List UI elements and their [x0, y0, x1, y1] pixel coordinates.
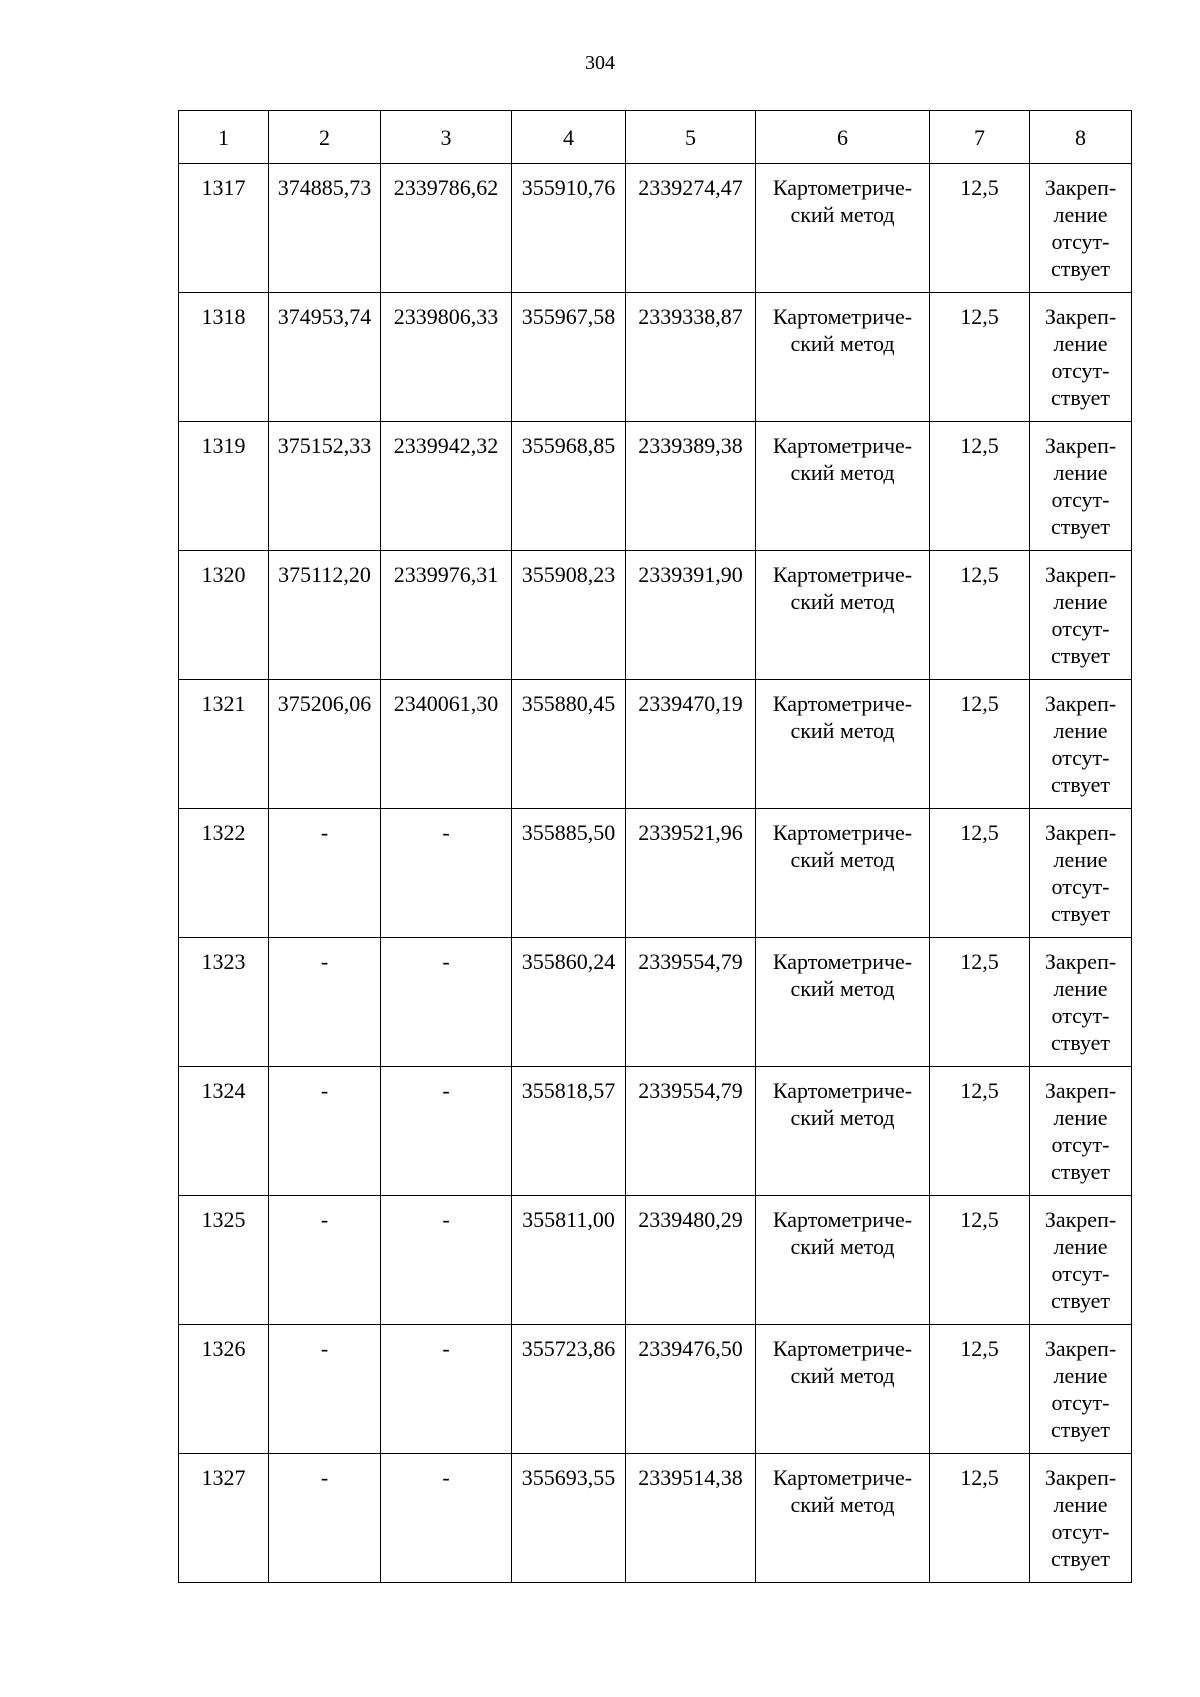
method-text-line: Картометриче- — [772, 1078, 913, 1103]
x-old-cell: 374953,74 — [269, 293, 381, 422]
fixing-cell — [1030, 680, 1132, 809]
method-text-line: Картометриче- — [772, 691, 913, 716]
method-text-line: Картометриче- — [772, 1336, 913, 1361]
fixing-text-line: ление — [1053, 1363, 1108, 1388]
fixing-text-line: отсут- — [1051, 1519, 1110, 1544]
y-new-cell: 2339476,50 — [626, 1325, 756, 1454]
header-col-4: 4 — [512, 111, 626, 164]
method-text-line: Картометриче- — [772, 1465, 913, 1490]
method-text-line: Картометриче- — [772, 175, 913, 200]
fixing-text-line: ствует — [1050, 256, 1111, 281]
fixing-text-line: Закреп- — [1044, 1465, 1117, 1490]
accuracy-cell: 12,5 — [930, 938, 1030, 1067]
fixing-text-line: отсут- — [1051, 745, 1110, 770]
x-old-cell: 375152,33 — [269, 422, 381, 551]
method-text-line: ский метод — [790, 331, 895, 356]
y-new-cell: 2339391,90 — [626, 551, 756, 680]
accuracy-cell: 12,5 — [930, 1325, 1030, 1454]
fixing-text-line: ствует — [1050, 514, 1111, 539]
method-text-line: ский метод — [790, 202, 895, 227]
y-old-cell: 2340061,30 — [381, 680, 512, 809]
method-cell — [756, 551, 930, 680]
y-old-cell: - — [381, 1067, 512, 1196]
fixing-text-line: Закреп- — [1044, 304, 1117, 329]
x-new-cell: 355910,76 — [512, 164, 626, 293]
fixing-text-line: отсут- — [1051, 1261, 1110, 1286]
y-old-cell: - — [381, 1196, 512, 1325]
fixing-text-line: отсут- — [1051, 1003, 1110, 1028]
x-new-cell: 355967,58 — [512, 293, 626, 422]
fixing-cell — [1030, 1325, 1132, 1454]
y-new-cell: 2339554,79 — [626, 1067, 756, 1196]
method-cell — [756, 1454, 930, 1583]
fixing-cell — [1030, 938, 1132, 1067]
x-new-cell: 355693,55 — [512, 1454, 626, 1583]
method-text-line: ский метод — [790, 1234, 895, 1259]
fixing-text-line: отсут- — [1051, 1132, 1110, 1157]
method-text-line: ский метод — [790, 589, 895, 614]
fixing-text-line: ствует — [1050, 1417, 1111, 1442]
x-new-cell: 355880,45 — [512, 680, 626, 809]
fixing-text-line: ствует — [1050, 772, 1111, 797]
fixing-text-line: ствует — [1050, 1030, 1111, 1055]
y-old-cell: 2339806,33 — [381, 293, 512, 422]
fixing-cell — [1030, 422, 1132, 551]
y-old-cell: 2339942,32 — [381, 422, 512, 551]
table-row — [179, 164, 1132, 293]
fixing-text-line: ление — [1053, 847, 1108, 872]
y-new-cell: 2339514,38 — [626, 1454, 756, 1583]
fixing-cell — [1030, 1454, 1132, 1583]
accuracy-cell: 12,5 — [930, 551, 1030, 680]
point-number-cell: 1327 — [179, 1454, 269, 1583]
x-new-cell: 355723,86 — [512, 1325, 626, 1454]
method-cell — [756, 422, 930, 551]
fixing-cell — [1030, 1196, 1132, 1325]
accuracy-cell: 12,5 — [930, 422, 1030, 551]
fixing-cell — [1030, 809, 1132, 938]
header-col-3: 3 — [381, 111, 512, 164]
method-text-line: ский метод — [790, 847, 895, 872]
header-col-5: 5 — [626, 111, 756, 164]
header-col-6: 6 — [756, 111, 930, 164]
method-text-line: ский метод — [790, 718, 895, 743]
method-text-line: Картометриче- — [772, 820, 913, 845]
fixing-text-line: отсут- — [1051, 616, 1110, 641]
y-old-cell: - — [381, 1325, 512, 1454]
header-row — [179, 111, 1132, 164]
point-number-cell: 1325 — [179, 1196, 269, 1325]
table-row — [179, 1067, 1132, 1196]
x-old-cell: 374885,73 — [269, 164, 381, 293]
header-col-8: 8 — [1030, 111, 1132, 164]
method-cell — [756, 1067, 930, 1196]
fixing-text-line: ление — [1053, 1492, 1108, 1517]
x-old-cell: - — [269, 1325, 381, 1454]
y-new-cell: 2339521,96 — [626, 809, 756, 938]
table-row — [179, 1454, 1132, 1583]
header-col-2: 2 — [269, 111, 381, 164]
header-col-1: 1 — [179, 111, 269, 164]
table-row — [179, 551, 1132, 680]
table-header — [179, 111, 1132, 164]
fixing-text-line: Закреп- — [1044, 433, 1117, 458]
y-new-cell: 2339480,29 — [626, 1196, 756, 1325]
fixing-text-line: ствует — [1050, 1546, 1111, 1571]
x-new-cell: 355811,00 — [512, 1196, 626, 1325]
point-number-cell: 1319 — [179, 422, 269, 551]
y-old-cell: 2339786,62 — [381, 164, 512, 293]
fixing-cell — [1030, 551, 1132, 680]
point-number-cell: 1324 — [179, 1067, 269, 1196]
method-text-line: ский метод — [790, 460, 895, 485]
x-old-cell: - — [269, 1196, 381, 1325]
y-new-cell: 2339338,87 — [626, 293, 756, 422]
accuracy-cell: 12,5 — [930, 1196, 1030, 1325]
method-cell — [756, 809, 930, 938]
y-new-cell: 2339554,79 — [626, 938, 756, 1067]
accuracy-cell: 12,5 — [930, 1067, 1030, 1196]
fixing-text-line: отсут- — [1051, 229, 1110, 254]
method-text-line: Картометриче- — [772, 949, 913, 974]
fixing-text-line: ствует — [1050, 385, 1111, 410]
fixing-text-line: отсут- — [1051, 874, 1110, 899]
header-col-7: 7 — [930, 111, 1030, 164]
method-text-line: ский метод — [790, 1492, 895, 1517]
method-cell — [756, 1325, 930, 1454]
point-number-cell: 1323 — [179, 938, 269, 1067]
y-new-cell: 2339274,47 — [626, 164, 756, 293]
fixing-text-line: ление — [1053, 718, 1108, 743]
accuracy-cell: 12,5 — [930, 680, 1030, 809]
method-text-line: ский метод — [790, 1105, 895, 1130]
point-number-cell: 1326 — [179, 1325, 269, 1454]
fixing-text-line: Закреп- — [1044, 562, 1117, 587]
x-new-cell: 355908,23 — [512, 551, 626, 680]
x-new-cell: 355818,57 — [512, 1067, 626, 1196]
fixing-text-line: ление — [1053, 331, 1108, 356]
x-new-cell: 355968,85 — [512, 422, 626, 551]
point-number-cell: 1321 — [179, 680, 269, 809]
table-row — [179, 1196, 1132, 1325]
coordinates-table — [178, 110, 1132, 1583]
x-old-cell: - — [269, 1067, 381, 1196]
method-text-line: Картометриче- — [772, 1207, 913, 1232]
fixing-text-line: Закреп- — [1044, 1336, 1117, 1361]
table-row — [179, 1325, 1132, 1454]
fixing-text-line: ление — [1053, 202, 1108, 227]
table-row — [179, 293, 1132, 422]
x-old-cell: - — [269, 809, 381, 938]
fixing-text-line: ление — [1053, 1105, 1108, 1130]
point-number-cell: 1320 — [179, 551, 269, 680]
fixing-text-line: Закреп- — [1044, 1078, 1117, 1103]
method-cell — [756, 680, 930, 809]
method-cell — [756, 293, 930, 422]
x-new-cell: 355885,50 — [512, 809, 626, 938]
fixing-text-line: Закреп- — [1044, 820, 1117, 845]
fixing-text-line: ление — [1053, 976, 1108, 1001]
method-text-line: ский метод — [790, 1363, 895, 1388]
x-old-cell: - — [269, 938, 381, 1067]
fixing-text-line: Закреп- — [1044, 949, 1117, 974]
fixing-text-line: отсут- — [1051, 487, 1110, 512]
accuracy-cell: 12,5 — [930, 1454, 1030, 1583]
fixing-text-line: ствует — [1050, 901, 1111, 926]
fixing-cell — [1030, 293, 1132, 422]
fixing-cell — [1030, 164, 1132, 293]
y-old-cell: - — [381, 1454, 512, 1583]
x-old-cell: - — [269, 1454, 381, 1583]
table-row — [179, 809, 1132, 938]
fixing-text-line: ление — [1053, 1234, 1108, 1259]
y-new-cell: 2339470,19 — [626, 680, 756, 809]
fixing-text-line: ствует — [1050, 1159, 1111, 1184]
fixing-text-line: ствует — [1050, 643, 1111, 668]
y-old-cell: - — [381, 809, 512, 938]
accuracy-cell: 12,5 — [930, 293, 1030, 422]
table-body — [179, 164, 1132, 1583]
fixing-text-line: Закреп- — [1044, 175, 1117, 200]
fixing-text-line: отсут- — [1051, 1390, 1110, 1415]
point-number-cell: 1318 — [179, 293, 269, 422]
fixing-text-line: Закреп- — [1044, 1207, 1117, 1232]
method-text-line: ский метод — [790, 976, 895, 1001]
point-number-cell: 1322 — [179, 809, 269, 938]
fixing-text-line: ление — [1053, 589, 1108, 614]
x-old-cell: 375112,20 — [269, 551, 381, 680]
x-old-cell: 375206,06 — [269, 680, 381, 809]
method-cell — [756, 164, 930, 293]
fixing-text-line: отсут- — [1051, 358, 1110, 383]
y-new-cell: 2339389,38 — [626, 422, 756, 551]
accuracy-cell: 12,5 — [930, 809, 1030, 938]
x-new-cell: 355860,24 — [512, 938, 626, 1067]
accuracy-cell: 12,5 — [930, 164, 1030, 293]
table-row — [179, 680, 1132, 809]
method-text-line: Картометриче- — [772, 562, 913, 587]
fixing-text-line: ление — [1053, 460, 1108, 485]
point-number-cell: 1317 — [179, 164, 269, 293]
y-old-cell: - — [381, 938, 512, 1067]
method-cell — [756, 938, 930, 1067]
y-old-cell: 2339976,31 — [381, 551, 512, 680]
page-number: 304 — [585, 52, 615, 74]
method-text-line: Картометриче- — [772, 433, 913, 458]
method-cell — [756, 1196, 930, 1325]
fixing-text-line: ствует — [1050, 1288, 1111, 1313]
method-text-line: Картометриче- — [772, 304, 913, 329]
fixing-cell — [1030, 1067, 1132, 1196]
fixing-text-line: Закреп- — [1044, 691, 1117, 716]
table-row — [179, 422, 1132, 551]
table-row — [179, 938, 1132, 1067]
